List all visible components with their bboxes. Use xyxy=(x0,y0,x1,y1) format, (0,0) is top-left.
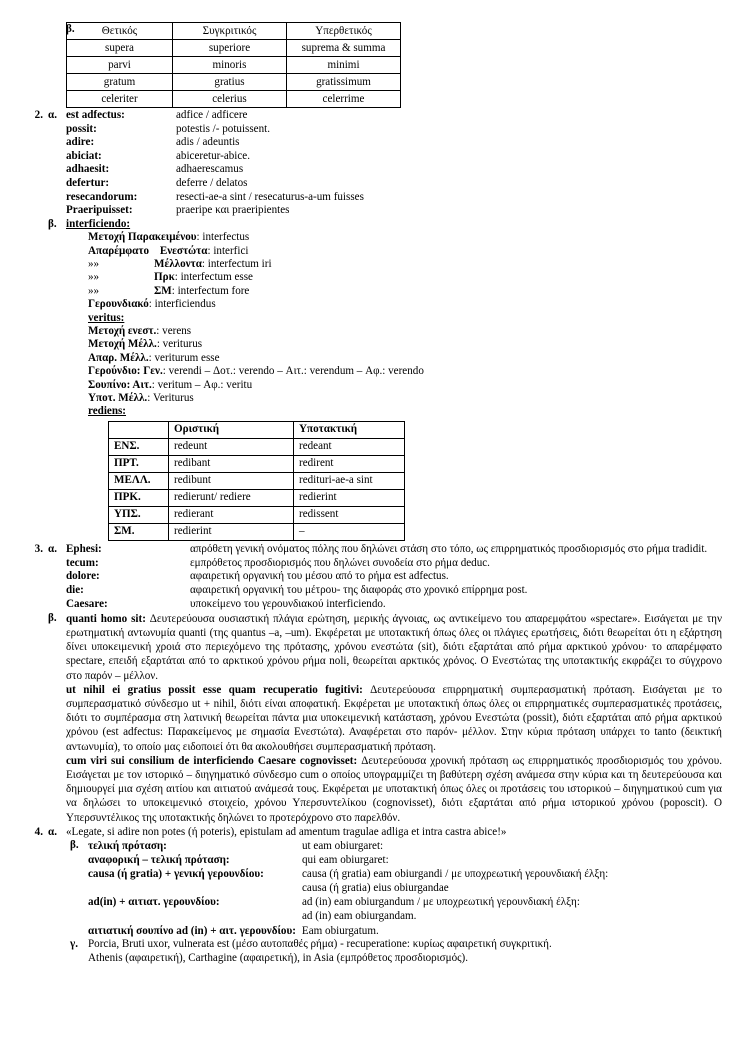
table-row xyxy=(67,23,401,40)
analysis-paragraph-2 xyxy=(66,683,722,754)
paragraph-lead: cum viri sui consilium de interficiendo Caesare cognovisset: xyxy=(66,754,358,767)
definition: : interfectum iri xyxy=(201,257,272,270)
table-cell: minoris xyxy=(173,57,287,74)
interficiendo-heading: interficiendo: xyxy=(66,217,131,230)
veritus-infinitive-future xyxy=(88,352,722,365)
definition: υποκείμενο του γερουνδιακού interficiendo. xyxy=(190,598,386,611)
section-2-number: 2. xyxy=(34,109,43,121)
term: Μετοχή Παρακειμένου xyxy=(88,231,197,244)
list-item xyxy=(66,109,722,123)
table-row xyxy=(109,472,405,489)
supine-row xyxy=(88,924,722,938)
section-2-alpha-glyph: α. xyxy=(48,109,57,121)
veritus-subjunctive-future xyxy=(88,392,722,405)
term: tecum: xyxy=(66,556,99,569)
row-header: ΠΡΚ. xyxy=(109,489,169,506)
gerundive-row xyxy=(88,298,722,311)
section-4-alpha xyxy=(22,826,722,840)
table-row xyxy=(109,506,405,523)
term: Υποτ. Μέλλ. xyxy=(88,392,148,405)
table-cell: redeant xyxy=(294,438,405,455)
list-item xyxy=(66,163,722,177)
term: ad(in) + αιτιατ. γερουνδίου: xyxy=(88,896,220,909)
list-item xyxy=(66,570,722,584)
section-2-beta-body xyxy=(66,218,722,419)
definition: : interfectum esse xyxy=(174,271,253,284)
table-row xyxy=(67,74,401,91)
column-header: Υποτακτική xyxy=(294,421,405,438)
list-item xyxy=(66,123,722,137)
column-header-blank xyxy=(109,421,169,438)
term: ΣΜ xyxy=(154,284,172,297)
term: abiciat: xyxy=(66,149,102,162)
term: causa (ή gratia) + γενική γερουνδίου: xyxy=(88,868,264,881)
term: resecandorum: xyxy=(66,190,138,203)
term: Praeripuisset: xyxy=(66,204,133,217)
list-item xyxy=(88,853,722,867)
section-4-beta-body xyxy=(88,839,722,938)
table-cell: parvi xyxy=(67,57,173,74)
list-item xyxy=(66,191,722,205)
table-row xyxy=(109,455,405,472)
section-3-alpha-body xyxy=(66,543,722,612)
section-2-alpha xyxy=(22,109,722,218)
column-header: Συγκριτικός xyxy=(173,23,287,40)
degrees-table xyxy=(66,22,401,108)
section-4-gamma-glyph: γ. xyxy=(70,938,78,951)
definition: εμπρόθετος προσδιορισμός που δηλώνει συνοδεία στο ρήμα deduc. xyxy=(190,556,490,569)
table-cell: celerius xyxy=(173,91,287,108)
table-row xyxy=(109,421,405,438)
list-item xyxy=(88,867,722,881)
definition: : interfectus xyxy=(196,231,250,244)
section-3-number: 3. xyxy=(34,542,43,555)
definition: αφαιρετική οργανική του μέσου από το ρήμα est adfectus. xyxy=(190,570,449,583)
list-item xyxy=(66,204,722,218)
definition: : verens xyxy=(156,325,192,337)
term: defertur: xyxy=(66,176,110,189)
table-row xyxy=(109,438,405,455)
document-content xyxy=(22,22,722,965)
gamma-line-1: Porcia, Bruti uxor, vulnerata est (μέσο αυτοπαθές ρήμα) - recuperatione: κυρίως αφαιρετική συγκριτική. xyxy=(88,938,552,951)
infinitive-perfect-row xyxy=(88,271,722,284)
table-cell: redirent xyxy=(294,455,405,472)
definition: απρόθετη γενική ονόματος πόλης που δηλώνει στάση στο τόπο, ως επιρρηματικός προσδιορισμός στο ρήμα tradidit. xyxy=(190,542,708,555)
definition: potestis /- potuissent. xyxy=(176,122,270,135)
quoted-sentence: «Legate, si adire non potes (ή poteris), epistulam ad amentum tragulae adliga et intra castra abice!» xyxy=(66,825,507,838)
section-2-alpha-body xyxy=(66,109,722,218)
term: Απαρ. Μέλλ. xyxy=(88,351,149,364)
table-row xyxy=(109,489,405,506)
section-2-beta-glyph: β. xyxy=(48,217,57,230)
definition: resecti-ae-a sint / resecaturus-a-um fuisses xyxy=(176,190,364,203)
ditto-mark: »» xyxy=(88,257,100,270)
column-header: Θετικός xyxy=(67,23,173,40)
list-item xyxy=(88,881,722,895)
table-cell: celerrime xyxy=(287,91,401,108)
definition: αφαιρετική οργανική του μέτρου- της διαφοράς στο χρονικό επίρρημα post. xyxy=(190,584,528,597)
table-cell: minimi xyxy=(287,57,401,74)
definition: qui eam obiurgaret: xyxy=(302,854,389,867)
term: Γερούνδιο: Γεν. xyxy=(88,365,163,378)
definition: causa (ή gratia) eius obiurgandae xyxy=(302,882,449,895)
definition: abiceretur-abice. xyxy=(176,149,250,162)
term: Ephesi: xyxy=(66,542,102,555)
definition: : Veriturus xyxy=(147,392,194,405)
definition: adhaerescamus xyxy=(176,163,244,176)
section-4-gamma-body xyxy=(88,938,722,965)
section-4-beta xyxy=(22,839,722,938)
term: est adfectus: xyxy=(66,109,125,121)
paragraph-text: Δευτερεύουσα επιρρηματική συμπερασματική πρόταση. Εισάγεται με το συμπερασματικό σύνδεσμο ut + nihil, διότι είναι αποφατική. Εκφέρεται με υποτακτική όπως όλες οι επιρρηματικές συμπερασματικές προτάσεις, διότι το συμπέρασμα στη λατινική θεωρείται πάντα μια υποκειμενική κατάσταση, χρόνου Ενεστώτα (possit), διότι εξαρτάται από ρήμα αρκτικού χρόνου (est adfectus: Παρακείμενος με σημασία Ενεστώτα). Αναφέρεται στο παρόν- μέλλον. Στην κύρια πρόταση υπάρχει το tanto (δεικτική αντωνυμία), το οποίο μας ειδοποιεί ότι θα ακολουθήσει συμπερασματική πρόταση. xyxy=(66,683,723,753)
term: Γερουνδιακό xyxy=(88,298,149,311)
definition: : veriturum esse xyxy=(148,351,220,364)
column-header: Οριστική xyxy=(169,421,294,438)
paragraph-lead: quanti homo sit: xyxy=(66,612,146,625)
list-item xyxy=(88,909,722,923)
infinitive-label: Απαρέμφατο xyxy=(88,244,150,257)
list-item xyxy=(66,598,722,612)
table-cell: redierant xyxy=(169,506,294,523)
term: τελική πρόταση: xyxy=(88,840,167,853)
definition: ad (in) eam obiurgandum / με υποχρεωτική γερουνδιακή έλξη: xyxy=(302,896,580,909)
paragraph-lead: ut nihil ei gratius possit esse quam recuperatio fugitivi: xyxy=(66,683,363,696)
row-header: ΠΡΤ. xyxy=(109,455,169,472)
term: Caesare: xyxy=(66,598,108,611)
table-row xyxy=(67,40,401,57)
definition: deferre / delatos xyxy=(176,176,248,189)
degrees-table-block xyxy=(22,22,722,108)
section-3-beta-glyph: β. xyxy=(48,611,57,624)
row-header: ΣΜ. xyxy=(109,523,169,540)
ditto-mark: »» xyxy=(88,284,100,297)
definition: adfice / adficere xyxy=(176,109,248,121)
definition: : interfectum fore xyxy=(171,284,250,297)
list-item xyxy=(66,150,722,164)
definition: : verendi – Δοτ.: verendo – Αιτ.: verendum – Αφ.: verendo xyxy=(162,365,424,378)
section-4-alpha-glyph: α. xyxy=(48,825,57,838)
definition: : veriturus xyxy=(156,338,203,351)
table-cell: superiore xyxy=(173,40,287,57)
term: Ενεστώτα xyxy=(159,244,208,257)
definition: ut eam obiurgaret: xyxy=(302,840,384,853)
veritus-supine-row xyxy=(88,379,722,392)
term: αιτιατική σουπίνο ad (in) + αιτ. γερουνδίου: xyxy=(88,925,296,938)
veritus-participle-present xyxy=(88,325,722,338)
term: die: xyxy=(66,584,84,597)
paragraph-text: Δευτερεύουσα ουσιαστική πλάγια ερώτηση, μερικής άγνοιας, ως αντικείμενο του απαρεμφάτου «spectare». Εισάγεται με την ερωτηματική αντωνυμία quanti (της quantus –a, –um). Εκφέρεται με υποτακτική όπως όλες οι πλάγιες ερωτήσεις, διότι θεωρείται ότι η εξάρτηση δίνει υποκειμενική χροιά στο περιεχόμενο της πρότασης, χρόνου ενεστώτα (sit), διότι εξαρτάται από ρήμα αρκτικού χρόνου· το απαρέμφατο spectare, επειδή εξαρτάται από το αρκτικού χρόνου ρήμα noli, θεωρείται αρκτικός χρόνος. Ο Ενεστώτας της υποτακτικής εκφράζει το σύγχρονο στο παρόν – μέλλον. xyxy=(66,612,722,682)
analysis-paragraph-1 xyxy=(66,612,722,683)
definition: : veritum – Αφ.: veritu xyxy=(151,378,253,391)
section-3-alpha-glyph: α. xyxy=(48,542,57,555)
section-4-alpha-body xyxy=(66,826,722,839)
term: adhaesit: xyxy=(66,163,110,176)
term: Μετοχή Μέλλ. xyxy=(88,338,157,351)
section-4-gamma xyxy=(22,938,722,965)
term: Πρκ xyxy=(154,271,175,284)
table-cell: gratum xyxy=(67,74,173,91)
term: Σουπίνο: Αιτ. xyxy=(88,378,152,391)
section-3-alpha xyxy=(22,543,722,612)
term: αναφορική – τελική πρόταση: xyxy=(88,854,230,867)
table-cell: redierint xyxy=(169,523,294,540)
paragraph-text: Δευτερεύουσα χρονική πρόταση ως επιρρηματικός προσδιορισμός του χρόνου. Εισάγεται με τον ιστορικό – διηγηματικό σύνδεσμο cum ο οποίος υπογραμμίζει τη βαθύτερη σχέση ανάμεσα στην κύρια και τη δευτερεύουσα και δημιουργεί μια σχέση αιτίου και αιτιατού ανάμεσά τους. Εκφέρεται με υποτακτική όπως όλες οι προτάσεις του ιστορικού – διηγηματικού cum για να δηλώσει το υποκειμενικό στοιχείο, χρόνου Υπερσυντελίκου (cognovisset), διότι εξαρτάται από ρήμα ιστορικού χρόνου (poposcit). Ο Υπερσυντέλικος της υποτακτικής δηλώνει το προτερόχρονο στο παρελθόν. xyxy=(66,754,722,824)
rediens-table-block xyxy=(108,421,722,541)
term: dolore: xyxy=(66,570,100,583)
table-cell: supera xyxy=(67,40,173,57)
term: possit: xyxy=(66,122,97,135)
list-item xyxy=(66,557,722,571)
rediens-heading: rediens: xyxy=(88,405,127,418)
list-item xyxy=(88,839,722,853)
list-item xyxy=(66,584,722,598)
rediens-table xyxy=(108,421,405,541)
table-cell: gratius xyxy=(173,74,287,91)
definition: : interfici xyxy=(207,244,249,257)
veritus-participle-future xyxy=(88,338,722,351)
gamma-line-2: Athenis (αφαιρετική), Carthagine (αφαιρετική), in Asia (εμπρόθετος προσδιορισμός). xyxy=(88,951,468,964)
participle-perfect-row xyxy=(88,231,722,244)
infinitive-future-row xyxy=(88,258,722,271)
definition: adis / adeuntis xyxy=(176,136,240,149)
row-header: ΕΝΣ. xyxy=(109,438,169,455)
row-header: ΜΕΛΛ. xyxy=(109,472,169,489)
infinitive-present-row xyxy=(88,245,722,258)
section-4-number: 4. xyxy=(34,825,43,838)
section-2-beta xyxy=(22,218,722,419)
section-3-beta xyxy=(22,612,722,825)
definition: praeripe και praeripientes xyxy=(176,204,290,217)
definition: : interficiendus xyxy=(148,298,216,311)
table-cell: redissent xyxy=(294,506,405,523)
section-4-beta-glyph: β. xyxy=(70,839,79,852)
section-3-beta-body xyxy=(66,612,722,825)
term: adire: xyxy=(66,136,95,149)
table-cell: – xyxy=(294,523,405,540)
table-cell: celeriter xyxy=(67,91,173,108)
table-row xyxy=(67,57,401,74)
term: Μέλλοντα xyxy=(154,257,202,270)
analysis-paragraph-3 xyxy=(66,754,722,825)
table-cell: redierint xyxy=(294,489,405,506)
list-item xyxy=(66,543,722,557)
list-item xyxy=(66,136,722,150)
list-item xyxy=(88,895,722,909)
table-row xyxy=(109,523,405,540)
ditto-mark: »» xyxy=(88,271,100,284)
table-cell: redituri-ae-a sint xyxy=(294,472,405,489)
row-header: ΥΠΣ. xyxy=(109,506,169,523)
degrees-table-label: β. xyxy=(66,23,75,35)
veritus-gerund-row xyxy=(88,365,722,378)
table-cell: gratissimum xyxy=(287,74,401,91)
table-cell: redeunt xyxy=(169,438,294,455)
table-row xyxy=(67,91,401,108)
table-cell: redierunt/ rediere xyxy=(169,489,294,506)
list-item xyxy=(66,177,722,191)
table-cell: suprema & summa xyxy=(287,40,401,57)
table-cell: redibunt xyxy=(169,472,294,489)
definition: causa (ή gratia) eam obiurgandi / με υποχρεωτική γερουνδιακή έλξη: xyxy=(302,868,609,881)
veritus-heading: veritus: xyxy=(88,311,125,324)
table-cell: redibant xyxy=(169,455,294,472)
definition: Eam obiurgatum. xyxy=(301,925,379,938)
definition: ad (in) eam obiurgandam. xyxy=(302,910,417,923)
infinitive-pluperfect-row xyxy=(88,285,722,298)
column-header: Υπερθετικός xyxy=(287,23,401,40)
term: Μετοχή ενεστ. xyxy=(88,325,157,337)
